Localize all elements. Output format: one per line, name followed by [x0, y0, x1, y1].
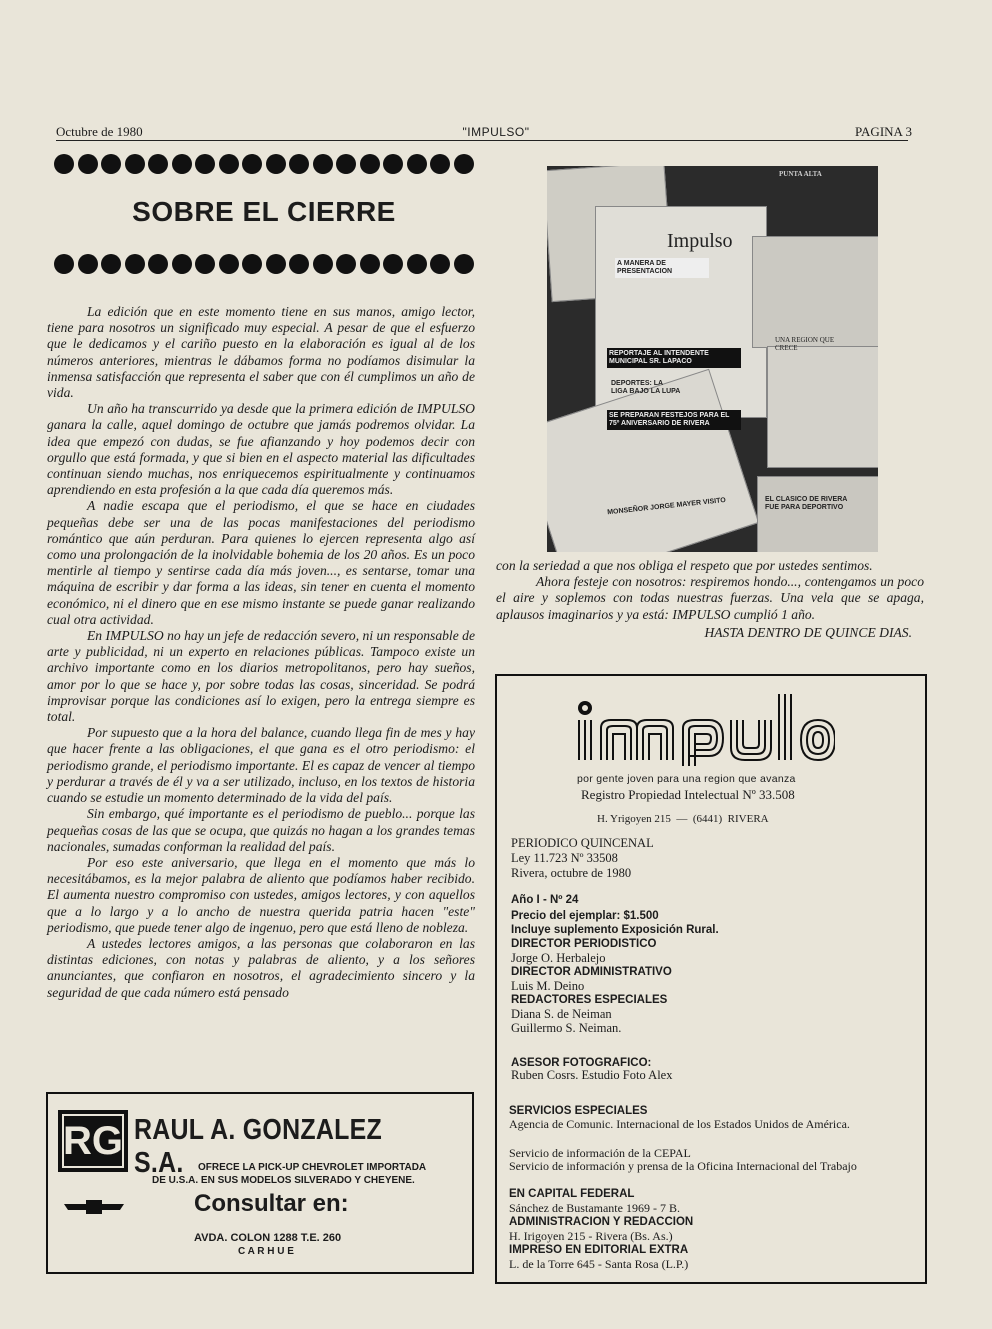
article-paragraph: A nadie escapa que el periodismo, el que se hace en ciudades pequeñas debe ser una de las pocas manifestaciones del periodismo romántico que aún perduran. Para quienes lo ejercen representa algo así como una prolongación de la inolvidable bohemia de los 20 años. Es un poco mentirle al tiempo y sentirse cada día más joven..., es sentarse, tomar una máquina de escribir y dar forma a las ideas, sin tener en cuenta el momento económico, ni el dinero que en ese mismo instante se puede ganar realizando cual otra actividad.	[47, 498, 475, 627]
newspaper-clippings-photo	[547, 166, 878, 552]
ad-address: AVDA. COLON 1288 T.E. 260	[194, 1232, 342, 1244]
label-redactores: REDACTORES ESPECIALES	[511, 994, 668, 1006]
clipping-headline: MONSEÑOR JORGE MAYER VISITO	[606, 496, 727, 517]
clipping-logo: Impulso	[667, 230, 733, 252]
administracion-address: H. Irigoyen 215 - Rivera (Bs. As.)	[509, 1229, 673, 1243]
clipping-headline: UNA REGION QUE CRECE	[775, 336, 835, 352]
name-asesor: Ruben Cosrs. Estudio Foto Alex	[511, 1068, 673, 1082]
label-capital: EN CAPITAL FEDERAL	[509, 1188, 635, 1200]
article-signoff: HASTA DENTRO DE QUINCE DIAS.	[704, 624, 912, 640]
servicio-item: Servicio de información de la CEPAL	[509, 1146, 691, 1160]
servicio-item: Agencia de Comunic. Internacional de los Estados Unidos de América.	[509, 1117, 850, 1131]
article-continuation	[496, 558, 924, 641]
masthead-place-date: Rivera, octubre de 1980	[511, 866, 632, 880]
article-title: SOBRE EL CIERRE	[132, 196, 396, 227]
masthead-periodicity: PERIODICO QUINCENAL	[511, 836, 654, 850]
dot-border-bottom	[54, 254, 474, 274]
header-date: Octubre de 1980	[56, 124, 143, 139]
article-paragraph: Ahora festeje con nosotros: respiremos hondo..., contengamos un poco el aire y soplemos con todas nuestras fuerzas. Una vela que se apaga, aplausos imaginarios y ya está: IMPULSO cumplió 1 año.	[496, 574, 924, 622]
masthead-issue: Año I - Nº 24	[511, 894, 579, 906]
clipping-headline: DEPORTES: LA LIGA BAJO LA LUPA	[611, 380, 681, 395]
label-servicios: SERVICIOS ESPECIALES	[509, 1105, 648, 1117]
ad-company-name: RAUL A. GONZALEZ S.A.	[134, 1114, 382, 1179]
header-rule	[56, 140, 908, 141]
name-director-periodistico: Jorge O. Herbalejo	[511, 951, 606, 965]
masthead-ley: Ley 11.723 Nº 33508	[511, 851, 618, 865]
ad-offer-line: OFRECE LA PICK-UP CHEVROLET IMPORTADA	[198, 1162, 427, 1173]
article-paragraph: La edición que en este momento tiene en sus manos, amigo lector, tiene para nosotros un significado muy especial. A pesar de que el esfuerzo que le dedicamos y el cariño puesto en la elaboración es igual al de los números anteriores, mientras le dábamos forma no podíamos disimular la inmensa satisfacción que representa el saber que con él cumplimos un año de vida.	[47, 304, 475, 401]
advertisement-box	[46, 1092, 474, 1274]
name-director-administrativo: Luis M. Deino	[511, 979, 585, 993]
chevrolet-bowtie-icon	[64, 1200, 124, 1214]
label-director-administrativo: DIRECTOR ADMINISTRATIVO	[511, 966, 672, 978]
ad-offer-line: DE U.S.A. EN SUS MODELOS SILVERADO Y CHEYENE.	[152, 1175, 415, 1186]
dot-border-top	[54, 154, 474, 174]
article-paragraph: A ustedes lectores amigos, a las personas que colaboraron en las distintas ediciones, con notas y palabras de aliento, y a los señores anunciantes, que confiaron en nosotros, el agradecimiento sincero y la seguridad de que cada número está pensado	[47, 935, 475, 1000]
masthead-price: Precio del ejemplar: $1.500	[511, 910, 659, 922]
impreso-address: L. de la Torre 645 - Santa Rosa (L.P.)	[509, 1257, 689, 1271]
label-asesor: ASESOR FOTOGRAFICO:	[511, 1057, 652, 1069]
masthead-address: H. Yrigoyen 215 — (6441) RIVERA	[597, 813, 769, 825]
rg-logo-text: RG	[63, 1119, 123, 1163]
article-paragraph: con la seriedad a que nos obliga el respeto que por ustedes sentimos.	[496, 558, 873, 573]
masthead-box	[495, 674, 927, 1284]
article-paragraph: Por supuesto que a la hora del balance, cuando llega fin de mes y hay que hacer frente a las obligaciones, el que gana es el otro periodismo: el periodismo grande, el periodismo importante. El es capaz de vencer al tiempo y perdurar a través de él y va a ser utilizado, incluso, en los textos de historia cuando se estudie un momento determinado de la vida del país.	[47, 725, 475, 806]
clipping-headline: SE PREPARAN FESTEJOS PARA EL 75º ANIVERSARIO DE RIVERA	[607, 410, 741, 430]
label-impreso: IMPRESO EN EDITORIAL EXTRA	[509, 1244, 689, 1256]
article-paragraph: Un año ha transcurrido ya desde que la primera edición de IMPULSO ganara la calle, aquel domingo de octubre que jamás podremos olvidar. La idea que empezó con dudas, se fue afianzando y hoy podemos decir con orgullo que está formada, y que si bien en el aspecto material las dificultades continuan siendo muchas, nos enriquecemos espiritualmente y continuamos aprendiendo en esta profesión a la que cada día queremos más.	[47, 401, 475, 498]
masthead-registro: Registro Propiedad Intelectual Nº 33.508	[581, 787, 795, 802]
header-page-number: PAGINA 3	[855, 124, 912, 139]
article-body	[47, 304, 475, 1001]
label-administracion: ADMINISTRACION Y REDACCION	[509, 1216, 694, 1228]
article-paragraph: Por eso este aniversario, que llega en el momento que más lo necesitábamos, es la mejor palabra de aliento que podíamos haber recibido. El aumenta nuestro compromiso con ustedes, amigos lectores, y con aquellos que a lo largo y a lo ancho de nuestra querida patria hacen "este" periodismo, que puede tener algo de ingenuo, pero que está lleno de nobleza.	[47, 854, 475, 935]
masthead-supplement: Incluye suplemento Exposición Rural.	[511, 924, 719, 936]
impulso-logo-icon	[575, 690, 835, 766]
servicio-item: Servicio de información y prensa de la Oficina Internacional del Trabajo	[509, 1159, 857, 1173]
clipping-headline: EL CLASICO DE RIVERA FUE PARA DEPORTIVO	[765, 496, 848, 511]
article-paragraph: En IMPULSO no hay un jefe de redacción severo, ni un responsable de arte y publicidad, ni un experto en relaciones públicas. Tampoco existe un archivo importante como en los diarios metropolitanos, pero hay sueños, amor por lo que se hace y, por sobre todas las cosas, sinceridad. Se podrá improvisar porque las condiciones así lo exigen, pero la entrega siempre es total.	[47, 628, 475, 725]
clipping-headline: REPORTAJE AL INTENDENTE MUNICIPAL SR. LAPACO	[607, 348, 741, 368]
masthead-tagline: por gente joven para una region que avanza	[577, 773, 796, 785]
header-title: "IMPULSO"	[462, 125, 530, 139]
name-redactor: Diana S. de Neiman	[511, 1007, 612, 1021]
name-redactor: Guillermo S. Neiman.	[511, 1021, 622, 1035]
ad-call-to-action: Consultar en:	[194, 1190, 349, 1217]
clipping-headline: PUNTA ALTA	[779, 170, 822, 178]
article-paragraph: Sin embargo, qué importante es el periodismo de pueblo... porque las pequeñas cosas de las que se ocupa, que quizás no hagan a los grandes temas nacionales, sumadas conforman la realidad del país.	[47, 806, 475, 854]
ad-city: C A R H U E	[238, 1246, 294, 1257]
rg-logo	[58, 1110, 128, 1172]
clipping-headline: A MANERA DE PRESENTACION	[615, 258, 709, 278]
label-director-periodistico: DIRECTOR PERIODISTICO	[511, 938, 657, 950]
capital-address: Sánchez de Bustamante 1969 - 7 B.	[509, 1201, 680, 1215]
